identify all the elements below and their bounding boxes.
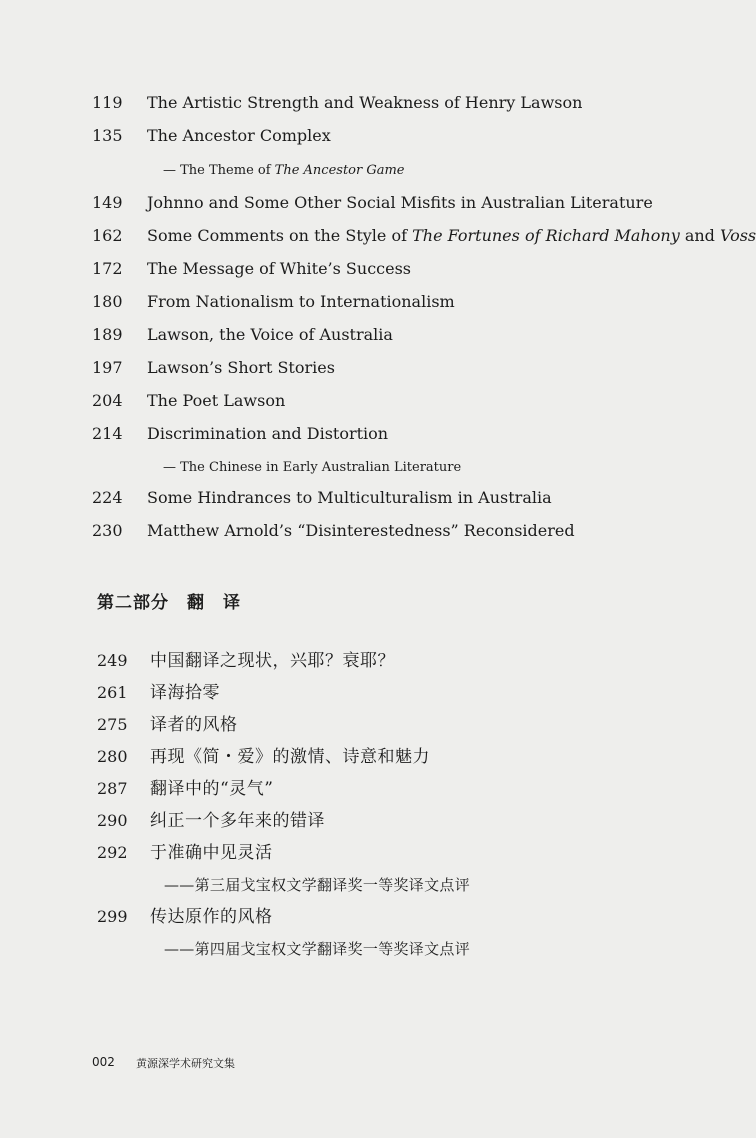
toc-entry[interactable] (0, 715, 748, 745)
page-number: 261 (97, 683, 128, 702)
entry-title: 译者的风格 (150, 715, 238, 735)
entry-title: Some Hindrances to Multiculturalism in Australia (147, 488, 552, 507)
entry-title: Lawson’s Short Stories (147, 358, 335, 377)
entry-title: 中国翻译之现状，兴耶？衰耶？ (150, 651, 395, 671)
entry-title: The Message of White’s Success (147, 259, 412, 278)
toc-entry[interactable] (0, 292, 748, 322)
toc-entry[interactable] (0, 779, 748, 809)
entry-title: Discrimination and Distortion (147, 424, 389, 443)
subtitle-italic: The Ancestor Game (274, 163, 405, 178)
page-number: 275 (97, 715, 128, 734)
entry-title: 传达原作的风格 (150, 907, 273, 927)
entry-title: 翻译中的“灵气” (150, 779, 274, 799)
entry-title-part: and (679, 226, 720, 245)
toc-entry[interactable] (0, 843, 748, 873)
entry-title: Matthew Arnold’s “Disinterestedness” Reconsidered (147, 521, 575, 540)
entry-title: The Ancestor Complex (147, 126, 331, 145)
entry-title: Lawson, the Voice of Australia (147, 325, 393, 344)
entry-subtitle: — The Chinese in Early Australian Literature (163, 460, 462, 475)
toc-entry[interactable] (0, 683, 748, 713)
entry-title: 纠正一个多年来的错译 (150, 811, 325, 831)
toc-entry[interactable] (0, 907, 748, 937)
toc-entry[interactable] (0, 747, 748, 777)
entry-subtitle: ——第四届戈宝权文学翻译奖一等奖译文点评 (164, 940, 471, 958)
page-number: 172 (92, 259, 123, 278)
page-number: 189 (92, 325, 123, 344)
page-number: 249 (97, 651, 128, 670)
entry-title: From Nationalism to Internationalism (147, 292, 455, 311)
entry-subtitle (163, 162, 405, 180)
toc-entry[interactable] (0, 391, 748, 421)
toc-entry[interactable] (0, 325, 748, 355)
entry-title: The Poet Lawson (147, 391, 286, 410)
page-number: 135 (92, 126, 123, 145)
page-number: 204 (92, 391, 123, 410)
entry-title (147, 226, 756, 246)
page-number: 292 (97, 843, 128, 862)
entry-title-part: Some Comments on the Style of (147, 226, 413, 245)
toc-entry[interactable] (0, 358, 748, 388)
page-number: 180 (92, 292, 123, 311)
footer-page-number: 002 (92, 1055, 115, 1069)
toc-entry[interactable] (0, 226, 756, 256)
page-number: 280 (97, 747, 128, 766)
toc-entry[interactable] (0, 193, 748, 223)
entry-title-italic: Voss (720, 226, 756, 245)
footer-book-title: 黄源深学术研究文集 (136, 1057, 235, 1070)
toc-entry[interactable] (0, 424, 748, 454)
toc-entry[interactable] (0, 651, 748, 681)
page-number: 149 (92, 193, 123, 212)
page-number: 119 (92, 93, 123, 112)
entry-title: The Artistic Strength and Weakness of Henry Lawson (147, 93, 583, 112)
toc-entry[interactable] (0, 488, 748, 518)
page-number: 224 (92, 488, 123, 507)
toc-entry[interactable] (0, 126, 748, 156)
toc-entry[interactable] (0, 93, 748, 123)
page-number: 214 (92, 424, 123, 443)
toc-entry[interactable] (0, 521, 748, 551)
page-number: 197 (92, 358, 123, 377)
entry-title: 于准确中见灵活 (150, 843, 273, 863)
toc-entry[interactable] (0, 259, 748, 289)
entry-title-italic: The Fortunes of Richard Mahony (412, 226, 680, 245)
page-number: 287 (97, 779, 128, 798)
entry-title: Johnno and Some Other Social Misfits in Australian Literature (147, 193, 653, 212)
page-number: 299 (97, 907, 128, 926)
entry-title: 再现《简・爱》的激情、诗意和魅力 (150, 747, 430, 767)
section-heading: 第二部分 翻 译 (97, 593, 241, 613)
page-number: 162 (92, 226, 123, 245)
toc-entry[interactable] (0, 811, 748, 841)
page-number: 230 (92, 521, 123, 540)
subtitle-prefix: — The Theme of (163, 163, 275, 178)
entry-title: 译海拾零 (150, 683, 220, 703)
page-number: 290 (97, 811, 128, 830)
entry-subtitle: ——第三届戈宝权文学翻译奖一等奖译文点评 (164, 876, 471, 894)
